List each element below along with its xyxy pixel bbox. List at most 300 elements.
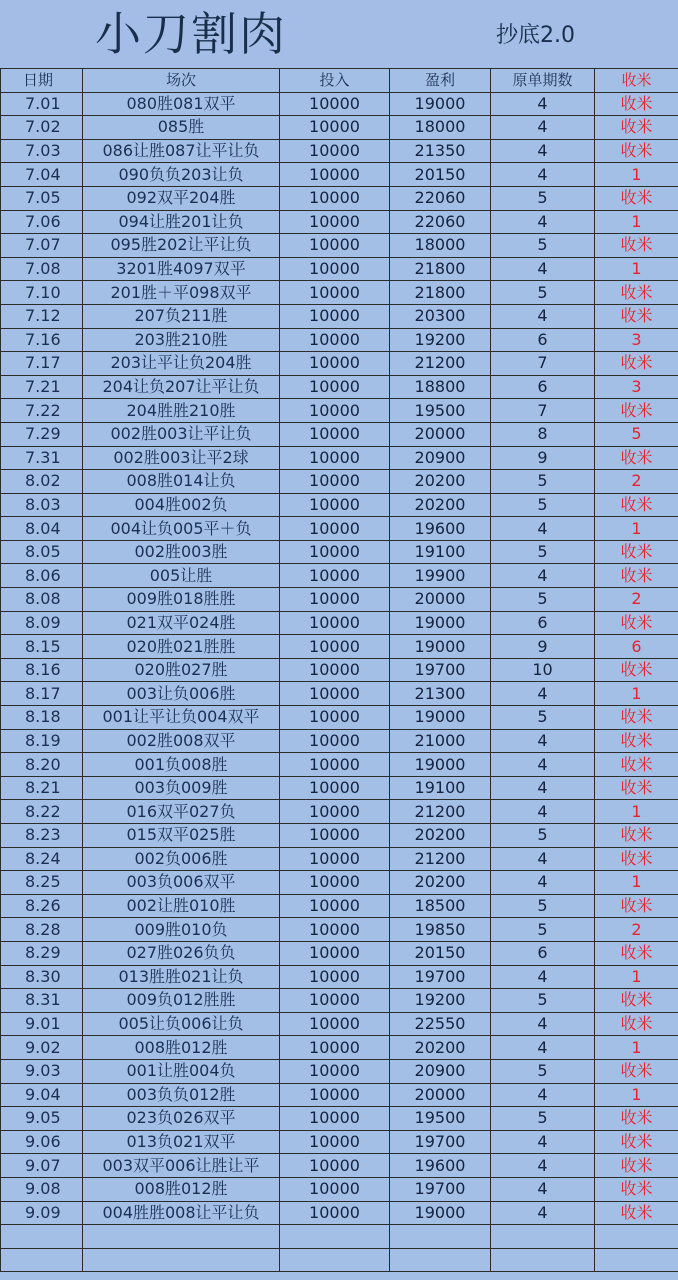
cell-stake[interactable]: 10000 (280, 493, 390, 517)
cell-profit[interactable]: 20000 (390, 1083, 491, 1107)
cell-earn[interactable]: 收米 (595, 753, 678, 777)
cell-stake[interactable]: 10000 (280, 1083, 390, 1107)
cell-stake[interactable]: 10000 (280, 847, 390, 871)
cell-earn[interactable]: 收米 (595, 116, 678, 140)
cell-profit[interactable]: 20200 (390, 493, 491, 517)
cell-match[interactable]: 003让负006胜 (83, 682, 280, 706)
cell-stake[interactable]: 10000 (280, 658, 390, 682)
cell-periods[interactable]: 6 (491, 941, 595, 965)
cell-profit[interactable]: 20200 (390, 824, 491, 848)
cell-periods[interactable]: 4 (491, 729, 595, 753)
cell-earn[interactable]: 2 (595, 918, 678, 942)
cell-stake[interactable]: 10000 (280, 234, 390, 258)
cell-date[interactable] (1, 1248, 83, 1272)
cell-periods[interactable]: 4 (491, 753, 595, 777)
cell-profit[interactable]: 20150 (390, 941, 491, 965)
cell-stake[interactable]: 10000 (280, 446, 390, 470)
cell-stake[interactable]: 10000 (280, 611, 390, 635)
cell-profit[interactable]: 21800 (390, 257, 491, 281)
cell-date[interactable] (1, 1225, 83, 1249)
cell-match[interactable]: 002胜003胜 (83, 540, 280, 564)
cell-periods[interactable] (491, 1225, 595, 1249)
cell-earn[interactable]: 1 (595, 965, 678, 989)
cell-periods[interactable]: 5 (491, 1107, 595, 1131)
cell-stake[interactable]: 10000 (280, 540, 390, 564)
cell-stake[interactable]: 10000 (280, 776, 390, 800)
cell-date[interactable]: 8.22 (1, 800, 83, 824)
cell-date[interactable]: 8.09 (1, 611, 83, 635)
cell-stake[interactable]: 10000 (280, 422, 390, 446)
header-date[interactable]: 日期 (1, 69, 83, 93)
cell-earn[interactable]: 收米 (595, 234, 678, 258)
cell-match[interactable]: 003双平006让胜让平 (83, 1154, 280, 1178)
cell-earn[interactable]: 收米 (595, 658, 678, 682)
cell-periods[interactable]: 6 (491, 611, 595, 635)
header-match[interactable]: 场次 (83, 69, 280, 93)
cell-stake[interactable]: 10000 (280, 1059, 390, 1083)
cell-stake[interactable]: 10000 (280, 352, 390, 376)
cell-profit[interactable]: 20300 (390, 304, 491, 328)
cell-profit[interactable] (390, 1248, 491, 1272)
cell-periods[interactable]: 4 (491, 564, 595, 588)
cell-date[interactable]: 7.02 (1, 116, 83, 140)
cell-match[interactable]: 090负负203让负 (83, 163, 280, 187)
cell-profit[interactable]: 19000 (390, 611, 491, 635)
cell-date[interactable]: 7.03 (1, 139, 83, 163)
cell-date[interactable]: 8.24 (1, 847, 83, 871)
cell-date[interactable]: 9.08 (1, 1177, 83, 1201)
cell-earn[interactable]: 5 (595, 422, 678, 446)
cell-stake[interactable]: 10000 (280, 1154, 390, 1178)
cell-profit[interactable]: 20200 (390, 1036, 491, 1060)
cell-match[interactable] (83, 1225, 280, 1249)
cell-profit[interactable]: 19000 (390, 1201, 491, 1225)
cell-earn[interactable]: 1 (595, 1036, 678, 1060)
cell-match[interactable]: 095胜202让平让负 (83, 234, 280, 258)
cell-stake[interactable] (280, 1248, 390, 1272)
cell-match[interactable]: 003负009胜 (83, 776, 280, 800)
cell-profit[interactable]: 20000 (390, 588, 491, 612)
cell-profit[interactable]: 18800 (390, 375, 491, 399)
cell-date[interactable]: 9.09 (1, 1201, 83, 1225)
cell-periods[interactable]: 5 (491, 989, 595, 1013)
cell-match[interactable]: 023负026双平 (83, 1107, 280, 1131)
cell-periods[interactable]: 7 (491, 399, 595, 423)
cell-match[interactable]: 009负012胜胜 (83, 989, 280, 1013)
cell-profit[interactable]: 22550 (390, 1012, 491, 1036)
cell-periods[interactable]: 4 (491, 1154, 595, 1178)
cell-profit[interactable]: 19600 (390, 517, 491, 541)
cell-earn[interactable]: 6 (595, 635, 678, 659)
cell-date[interactable]: 8.02 (1, 470, 83, 494)
cell-periods[interactable]: 4 (491, 1012, 595, 1036)
cell-match[interactable]: 086让胜087让平让负 (83, 139, 280, 163)
cell-profit[interactable]: 19100 (390, 776, 491, 800)
cell-stake[interactable]: 10000 (280, 1036, 390, 1060)
cell-periods[interactable]: 4 (491, 210, 595, 234)
cell-periods[interactable]: 4 (491, 965, 595, 989)
cell-profit[interactable]: 19600 (390, 1154, 491, 1178)
cell-periods[interactable]: 4 (491, 1083, 595, 1107)
cell-stake[interactable]: 10000 (280, 116, 390, 140)
cell-profit[interactable]: 21800 (390, 281, 491, 305)
cell-earn[interactable]: 收米 (595, 1177, 678, 1201)
cell-periods[interactable]: 4 (491, 304, 595, 328)
cell-stake[interactable]: 10000 (280, 257, 390, 281)
cell-stake[interactable]: 10000 (280, 800, 390, 824)
cell-earn[interactable]: 收米 (595, 92, 678, 116)
cell-stake[interactable]: 10000 (280, 1177, 390, 1201)
cell-date[interactable]: 8.30 (1, 965, 83, 989)
cell-periods[interactable]: 4 (491, 1177, 595, 1201)
cell-stake[interactable]: 10000 (280, 706, 390, 730)
cell-stake[interactable]: 10000 (280, 399, 390, 423)
cell-match[interactable]: 001负008胜 (83, 753, 280, 777)
cell-match[interactable]: 016双平027负 (83, 800, 280, 824)
cell-stake[interactable]: 10000 (280, 894, 390, 918)
header-profit[interactable]: 盈利 (390, 69, 491, 93)
cell-date[interactable]: 9.04 (1, 1083, 83, 1107)
cell-earn[interactable]: 收米 (595, 776, 678, 800)
cell-date[interactable]: 8.23 (1, 824, 83, 848)
cell-date[interactable]: 7.29 (1, 422, 83, 446)
cell-earn[interactable]: 收米 (595, 1154, 678, 1178)
cell-date[interactable]: 9.03 (1, 1059, 83, 1083)
cell-periods[interactable]: 4 (491, 776, 595, 800)
cell-profit[interactable]: 19700 (390, 965, 491, 989)
cell-date[interactable]: 8.05 (1, 540, 83, 564)
cell-date[interactable]: 7.05 (1, 186, 83, 210)
cell-stake[interactable]: 10000 (280, 92, 390, 116)
cell-profit[interactable]: 21200 (390, 800, 491, 824)
cell-match[interactable]: 085胜 (83, 116, 280, 140)
cell-earn[interactable]: 收米 (595, 446, 678, 470)
cell-stake[interactable]: 10000 (280, 517, 390, 541)
cell-match[interactable]: 002负006胜 (83, 847, 280, 871)
cell-profit[interactable]: 19200 (390, 989, 491, 1013)
cell-profit[interactable]: 18500 (390, 894, 491, 918)
cell-periods[interactable]: 6 (491, 328, 595, 352)
cell-match[interactable]: 002胜003让平2球 (83, 446, 280, 470)
cell-earn[interactable]: 1 (595, 800, 678, 824)
cell-stake[interactable]: 10000 (280, 210, 390, 234)
cell-date[interactable]: 8.06 (1, 564, 83, 588)
cell-date[interactable]: 7.22 (1, 399, 83, 423)
cell-periods[interactable]: 5 (491, 470, 595, 494)
cell-profit[interactable]: 19000 (390, 92, 491, 116)
cell-earn[interactable]: 收米 (595, 1012, 678, 1036)
cell-earn[interactable]: 收米 (595, 139, 678, 163)
cell-earn[interactable]: 收米 (595, 1201, 678, 1225)
cell-earn[interactable]: 收米 (595, 1107, 678, 1131)
cell-profit[interactable]: 20200 (390, 871, 491, 895)
cell-date[interactable]: 7.07 (1, 234, 83, 258)
cell-profit[interactable]: 19500 (390, 399, 491, 423)
cell-earn[interactable]: 收米 (595, 399, 678, 423)
cell-date[interactable]: 8.18 (1, 706, 83, 730)
cell-periods[interactable]: 6 (491, 375, 595, 399)
cell-profit[interactable]: 21000 (390, 729, 491, 753)
cell-match[interactable]: 020胜021胜胜 (83, 635, 280, 659)
cell-date[interactable]: 7.08 (1, 257, 83, 281)
cell-date[interactable]: 9.06 (1, 1130, 83, 1154)
cell-date[interactable]: 8.21 (1, 776, 83, 800)
cell-match[interactable]: 002让胜010胜 (83, 894, 280, 918)
cell-date[interactable]: 8.31 (1, 989, 83, 1013)
cell-profit[interactable]: 20900 (390, 446, 491, 470)
cell-stake[interactable] (280, 1225, 390, 1249)
cell-match[interactable]: 009胜010负 (83, 918, 280, 942)
cell-date[interactable]: 9.01 (1, 1012, 83, 1036)
cell-date[interactable]: 8.20 (1, 753, 83, 777)
cell-match[interactable]: 080胜081双平 (83, 92, 280, 116)
cell-earn[interactable]: 1 (595, 517, 678, 541)
cell-match[interactable]: 003负006双平 (83, 871, 280, 895)
cell-earn[interactable]: 收米 (595, 186, 678, 210)
cell-earn[interactable]: 收米 (595, 540, 678, 564)
cell-earn[interactable]: 收米 (595, 824, 678, 848)
cell-periods[interactable]: 5 (491, 706, 595, 730)
cell-date[interactable]: 8.19 (1, 729, 83, 753)
cell-match[interactable]: 092双平204胜 (83, 186, 280, 210)
cell-stake[interactable]: 10000 (280, 753, 390, 777)
cell-date[interactable]: 8.26 (1, 894, 83, 918)
cell-stake[interactable]: 10000 (280, 1130, 390, 1154)
cell-match[interactable]: 201胜＋平098双平 (83, 281, 280, 305)
cell-stake[interactable]: 10000 (280, 304, 390, 328)
cell-periods[interactable]: 4 (491, 257, 595, 281)
cell-match[interactable]: 002胜003让平让负 (83, 422, 280, 446)
cell-stake[interactable]: 10000 (280, 729, 390, 753)
cell-profit[interactable]: 19900 (390, 564, 491, 588)
cell-date[interactable]: 8.15 (1, 635, 83, 659)
cell-match[interactable]: 204胜胜210胜 (83, 399, 280, 423)
cell-periods[interactable]: 4 (491, 1036, 595, 1060)
cell-date[interactable]: 7.21 (1, 375, 83, 399)
cell-periods[interactable] (491, 1248, 595, 1272)
cell-profit[interactable]: 19000 (390, 753, 491, 777)
cell-earn[interactable]: 1 (595, 682, 678, 706)
cell-earn[interactable]: 收米 (595, 304, 678, 328)
cell-stake[interactable]: 10000 (280, 1107, 390, 1131)
cell-profit[interactable]: 19850 (390, 918, 491, 942)
cell-date[interactable]: 8.08 (1, 588, 83, 612)
cell-profit[interactable]: 19700 (390, 1130, 491, 1154)
cell-date[interactable]: 7.10 (1, 281, 83, 305)
cell-date[interactable]: 7.01 (1, 92, 83, 116)
cell-match[interactable]: 203让平让负204胜 (83, 352, 280, 376)
cell-date[interactable]: 7.12 (1, 304, 83, 328)
cell-profit[interactable]: 21350 (390, 139, 491, 163)
cell-date[interactable]: 7.06 (1, 210, 83, 234)
cell-earn[interactable]: 收米 (595, 894, 678, 918)
cell-match[interactable]: 204让负207让平让负 (83, 375, 280, 399)
cell-earn[interactable]: 1 (595, 1083, 678, 1107)
cell-earn[interactable]: 收米 (595, 1059, 678, 1083)
cell-match[interactable]: 008胜014让负 (83, 470, 280, 494)
cell-stake[interactable]: 10000 (280, 965, 390, 989)
cell-periods[interactable]: 4 (491, 1201, 595, 1225)
header-periods[interactable]: 原单期数 (491, 69, 595, 93)
cell-periods[interactable]: 5 (491, 540, 595, 564)
cell-periods[interactable]: 5 (491, 824, 595, 848)
cell-date[interactable]: 8.17 (1, 682, 83, 706)
cell-profit[interactable]: 22060 (390, 186, 491, 210)
cell-stake[interactable]: 10000 (280, 564, 390, 588)
cell-earn[interactable]: 2 (595, 588, 678, 612)
cell-stake[interactable]: 10000 (280, 635, 390, 659)
cell-earn[interactable]: 1 (595, 163, 678, 187)
cell-stake[interactable]: 10000 (280, 824, 390, 848)
cell-profit[interactable]: 20000 (390, 422, 491, 446)
cell-date[interactable]: 8.25 (1, 871, 83, 895)
cell-date[interactable]: 8.16 (1, 658, 83, 682)
cell-earn[interactable]: 收米 (595, 281, 678, 305)
cell-earn[interactable]: 收米 (595, 847, 678, 871)
cell-stake[interactable]: 10000 (280, 375, 390, 399)
cell-periods[interactable]: 10 (491, 658, 595, 682)
cell-match[interactable]: 008胜012胜 (83, 1177, 280, 1201)
cell-match[interactable]: 021双平024胜 (83, 611, 280, 635)
cell-periods[interactable]: 9 (491, 446, 595, 470)
cell-periods[interactable]: 4 (491, 139, 595, 163)
cell-periods[interactable]: 5 (491, 588, 595, 612)
cell-profit[interactable]: 21200 (390, 352, 491, 376)
cell-earn[interactable]: 1 (595, 871, 678, 895)
cell-periods[interactable]: 4 (491, 800, 595, 824)
cell-profit[interactable]: 21300 (390, 682, 491, 706)
cell-match[interactable]: 027胜026负负 (83, 941, 280, 965)
cell-match[interactable]: 203胜210胜 (83, 328, 280, 352)
cell-profit[interactable]: 21200 (390, 847, 491, 871)
cell-earn[interactable]: 收米 (595, 989, 678, 1013)
cell-match[interactable]: 015双平025胜 (83, 824, 280, 848)
cell-earn[interactable]: 收米 (595, 611, 678, 635)
cell-match[interactable]: 003负负012胜 (83, 1083, 280, 1107)
cell-stake[interactable]: 10000 (280, 470, 390, 494)
cell-match[interactable]: 004让负005平＋负 (83, 517, 280, 541)
cell-match[interactable]: 004胜胜008让平让负 (83, 1201, 280, 1225)
cell-periods[interactable]: 8 (491, 422, 595, 446)
cell-stake[interactable]: 10000 (280, 682, 390, 706)
cell-earn[interactable]: 收米 (595, 493, 678, 517)
cell-match[interactable]: 020胜027胜 (83, 658, 280, 682)
cell-stake[interactable]: 10000 (280, 1012, 390, 1036)
cell-periods[interactable]: 4 (491, 163, 595, 187)
cell-stake[interactable]: 10000 (280, 588, 390, 612)
cell-profit[interactable]: 18000 (390, 116, 491, 140)
cell-match[interactable]: 013负021双平 (83, 1130, 280, 1154)
cell-periods[interactable]: 5 (491, 918, 595, 942)
cell-earn[interactable]: 收米 (595, 352, 678, 376)
cell-profit[interactable]: 18000 (390, 234, 491, 258)
cell-earn[interactable] (595, 1248, 678, 1272)
cell-stake[interactable]: 10000 (280, 941, 390, 965)
cell-periods[interactable]: 5 (491, 493, 595, 517)
cell-profit[interactable]: 20900 (390, 1059, 491, 1083)
cell-earn[interactable]: 收米 (595, 729, 678, 753)
cell-periods[interactable]: 5 (491, 894, 595, 918)
header-earn[interactable]: 收米 (595, 69, 678, 93)
cell-date[interactable]: 8.28 (1, 918, 83, 942)
cell-periods[interactable]: 7 (491, 352, 595, 376)
cell-earn[interactable]: 3 (595, 328, 678, 352)
cell-stake[interactable]: 10000 (280, 989, 390, 1013)
cell-periods[interactable]: 4 (491, 92, 595, 116)
cell-periods[interactable]: 4 (491, 1130, 595, 1154)
cell-periods[interactable]: 9 (491, 635, 595, 659)
cell-match[interactable]: 001让胜004负 (83, 1059, 280, 1083)
cell-earn[interactable]: 收米 (595, 706, 678, 730)
cell-stake[interactable]: 10000 (280, 139, 390, 163)
cell-date[interactable]: 8.29 (1, 941, 83, 965)
cell-periods[interactable]: 4 (491, 847, 595, 871)
cell-earn[interactable] (595, 1225, 678, 1249)
cell-earn[interactable]: 2 (595, 470, 678, 494)
cell-periods[interactable]: 4 (491, 517, 595, 541)
cell-earn[interactable]: 1 (595, 257, 678, 281)
cell-earn[interactable]: 3 (595, 375, 678, 399)
header-stake[interactable]: 投入 (280, 69, 390, 93)
cell-match[interactable]: 005让负006让负 (83, 1012, 280, 1036)
cell-date[interactable]: 8.03 (1, 493, 83, 517)
cell-profit[interactable]: 19100 (390, 540, 491, 564)
cell-periods[interactable]: 4 (491, 682, 595, 706)
cell-periods[interactable]: 5 (491, 281, 595, 305)
cell-date[interactable]: 7.16 (1, 328, 83, 352)
cell-profit[interactable]: 22060 (390, 210, 491, 234)
cell-stake[interactable]: 10000 (280, 918, 390, 942)
cell-match[interactable]: 207负211胜 (83, 304, 280, 328)
cell-stake[interactable]: 10000 (280, 163, 390, 187)
cell-profit[interactable] (390, 1225, 491, 1249)
cell-match[interactable]: 001让平让负004双平 (83, 706, 280, 730)
cell-periods[interactable]: 4 (491, 871, 595, 895)
cell-earn[interactable]: 1 (595, 210, 678, 234)
cell-periods[interactable]: 5 (491, 234, 595, 258)
cell-stake[interactable]: 10000 (280, 186, 390, 210)
cell-stake[interactable]: 10000 (280, 871, 390, 895)
cell-match[interactable] (83, 1248, 280, 1272)
cell-match[interactable]: 3201胜4097双平 (83, 257, 280, 281)
cell-match[interactable]: 004胜002负 (83, 493, 280, 517)
cell-match[interactable]: 005让胜 (83, 564, 280, 588)
cell-profit[interactable]: 19700 (390, 1177, 491, 1201)
cell-periods[interactable]: 4 (491, 116, 595, 140)
cell-match[interactable]: 008胜012胜 (83, 1036, 280, 1060)
cell-date[interactable]: 7.31 (1, 446, 83, 470)
cell-stake[interactable]: 10000 (280, 328, 390, 352)
cell-stake[interactable]: 10000 (280, 1201, 390, 1225)
cell-profit[interactable]: 19200 (390, 328, 491, 352)
cell-match[interactable]: 009胜018胜胜 (83, 588, 280, 612)
cell-date[interactable]: 7.04 (1, 163, 83, 187)
cell-profit[interactable]: 20200 (390, 470, 491, 494)
cell-periods[interactable]: 5 (491, 186, 595, 210)
cell-earn[interactable]: 收米 (595, 941, 678, 965)
cell-profit[interactable]: 19700 (390, 658, 491, 682)
cell-profit[interactable]: 19000 (390, 706, 491, 730)
cell-earn[interactable]: 收米 (595, 1130, 678, 1154)
cell-date[interactable]: 9.02 (1, 1036, 83, 1060)
cell-profit[interactable]: 19000 (390, 635, 491, 659)
cell-profit[interactable]: 20150 (390, 163, 491, 187)
cell-periods[interactable]: 5 (491, 1059, 595, 1083)
cell-date[interactable]: 9.07 (1, 1154, 83, 1178)
cell-date[interactable]: 8.04 (1, 517, 83, 541)
cell-match[interactable]: 013胜胜021让负 (83, 965, 280, 989)
cell-match[interactable]: 094让胜201让负 (83, 210, 280, 234)
